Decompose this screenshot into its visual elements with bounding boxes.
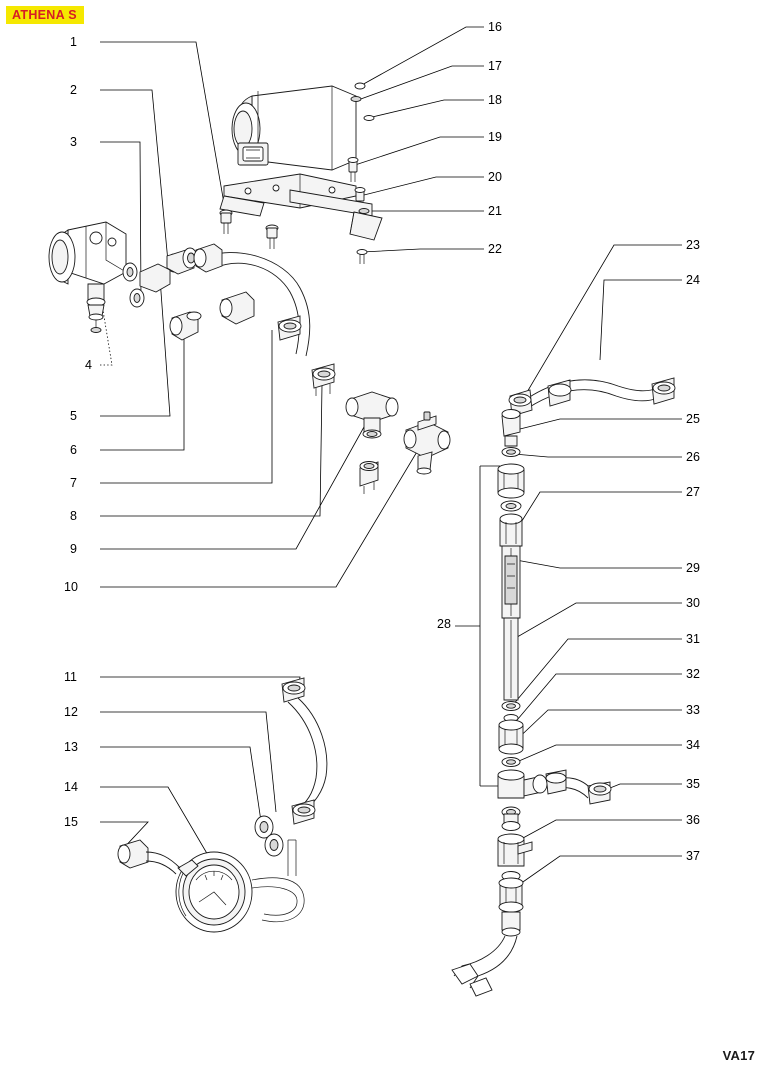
callout-28: 28 — [437, 617, 451, 631]
callout-11: 11 — [64, 670, 77, 684]
callout-21: 21 — [488, 204, 502, 218]
right-stack-assembly — [452, 378, 675, 996]
callout-16: 16 — [488, 20, 502, 34]
callout-37: 37 — [686, 849, 700, 863]
callout-5: 5 — [70, 409, 77, 423]
callout-6: 6 — [70, 443, 77, 457]
callout-23: 23 — [686, 238, 700, 252]
callout-29: 29 — [686, 561, 700, 575]
callout-4: 4 — [85, 358, 92, 372]
callout-9: 9 — [70, 542, 77, 556]
callout-32: 32 — [686, 667, 700, 681]
motor-pump-assembly — [220, 83, 382, 264]
hose-assembly-lower — [255, 678, 327, 856]
tee-fitting — [346, 392, 398, 438]
callout-17: 17 — [488, 59, 502, 73]
callout-13: 13 — [64, 740, 78, 754]
callout-20: 20 — [488, 170, 502, 184]
page-title: ATHENA S — [6, 6, 84, 24]
callout-2: 2 — [70, 83, 77, 97]
callout-19: 19 — [488, 130, 502, 144]
callout-1: 1 — [70, 35, 77, 49]
callout-7: 7 — [70, 476, 77, 490]
callout-18: 18 — [488, 93, 502, 107]
callout-15: 15 — [64, 815, 78, 829]
elbow-fitting-upper — [140, 248, 197, 292]
callout-12: 12 — [64, 705, 78, 719]
callout-22: 22 — [488, 242, 502, 256]
plug-cap — [360, 462, 378, 495]
valve-head-assembly — [49, 222, 126, 333]
callout-24: 24 — [686, 273, 700, 287]
callout-8: 8 — [70, 509, 77, 523]
elbow-fitting-small — [170, 312, 201, 340]
ball-valve — [404, 412, 450, 474]
callout-27: 27 — [686, 485, 700, 499]
callout-30: 30 — [686, 596, 700, 610]
callout-14: 14 — [64, 780, 78, 794]
callout-33: 33 — [686, 703, 700, 717]
callout-25: 25 — [686, 412, 700, 426]
sheet-code: VA17 — [722, 1048, 755, 1063]
callout-31: 31 — [686, 632, 700, 646]
callout-26: 26 — [686, 450, 700, 464]
callout-35: 35 — [686, 777, 700, 791]
callout-3: 3 — [70, 135, 77, 149]
callout-34: 34 — [686, 738, 700, 752]
callout-10: 10 — [64, 580, 78, 594]
hose-assembly-upper — [194, 244, 335, 396]
callout-36: 36 — [686, 813, 700, 827]
